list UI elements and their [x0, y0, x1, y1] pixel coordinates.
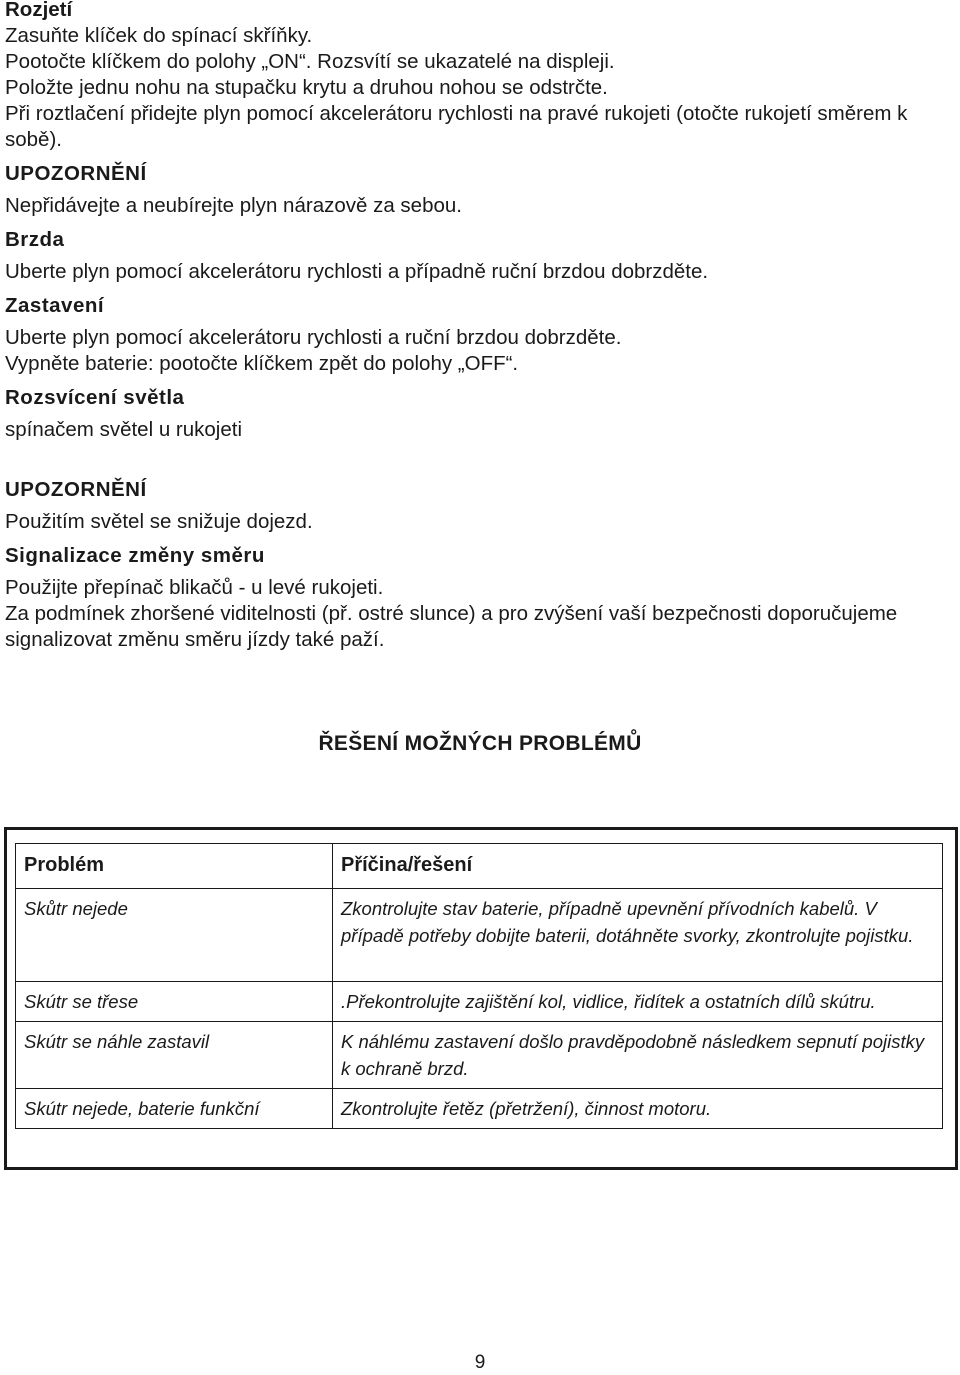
table-row [16, 889, 943, 982]
text-line: Pootočte klíčkem do polohy „ON“. Rozsvítí se ukazatelé na displeji. [5, 50, 615, 73]
heading-upozorneni: UPOZORNĚNÍ [5, 478, 147, 501]
text-line: Za podmínek zhoršené viditelnosti (př. ostré slunce) a pro zvýšení vaší bezpečnosti doporučujeme signalizovat změnu směru jízdy také paží. [5, 602, 898, 651]
column-header-problem: Problém [16, 844, 333, 889]
solution-cell: Zkontrolujte stav baterie, případně upevnění přívodních kabelů. V případě potřeby dobijte baterii, dotáhněte svorky, zkontrolujte pojistku. [333, 889, 943, 982]
solution-cell: .Překontrolujte zajištění kol, vidlice, řidítek a ostatních dílů skútru. [333, 982, 943, 1022]
troubleshooting-table-frame [4, 827, 958, 1170]
text-line: Vypněte baterie: pootočte klíčkem zpět do polohy „OFF“. [5, 352, 519, 375]
text-line: Použijte přepínač blikačů - u levé rukojeti. [5, 576, 384, 599]
heading-rozjeti: Rozjetí [5, 0, 73, 21]
table-row [16, 1089, 943, 1129]
text-line: Zasuňte klíček do spínací skříňky. [5, 24, 313, 47]
problem-cell: Skůtr nejede [16, 889, 333, 982]
solution-cell: K náhlému zastavení došlo pravděpodobně následkem sepnutí pojistky k ochraně brzd. [333, 1022, 943, 1089]
heading-brzda: Brzda [5, 228, 65, 251]
troubleshooting-title: ŘEŠENÍ MOŽNÝCH PROBLÉMŮ [318, 732, 642, 755]
text-line: Použitím světel se snižuje dojezd. [5, 510, 313, 533]
heading-signalizace: Signalizace změny směru [5, 544, 265, 567]
text-line: Položte jednu nohu na stupačku krytu a druhou nohou se odstrčte. [5, 76, 608, 99]
heading-zastaveni: Zastavení [5, 294, 105, 317]
column-header-solution: Příčina/řešení [333, 844, 943, 889]
instructions-body [5, 0, 953, 653]
table-row [16, 982, 943, 1022]
table-header-row [16, 844, 943, 889]
text-line: Uberte plyn pomocí akcelerátoru rychlosti a případně ruční brzdou dobrzděte. [5, 260, 709, 283]
problem-cell: Skútr se náhle zastavil [16, 1022, 333, 1089]
solution-cell: Zkontrolujte řetěz (přetržení), činnost motoru. [333, 1089, 943, 1129]
page-number: 9 [474, 1352, 486, 1373]
troubleshooting-table [15, 843, 943, 1129]
text-line: Uberte plyn pomocí akcelerátoru rychlosti a ruční brzdou dobrzděte. [5, 326, 622, 349]
table-row [16, 1022, 943, 1089]
text-line: spínačem světel u rukojeti [5, 418, 243, 441]
heading-upozorneni: UPOZORNĚNÍ [5, 162, 147, 185]
problem-cell: Skútr nejede, baterie funkční [16, 1089, 333, 1129]
problem-cell: Skútr se třese [16, 982, 333, 1022]
text-line: Nepřidávejte a neubírejte plyn nárazově za sebou. [5, 194, 462, 217]
heading-rozsviceni: Rozsvícení světla [5, 386, 185, 409]
text-line: Při roztlačení přidejte plyn pomocí akcelerátoru rychlosti na pravé rukojeti (otočte rukojetí směrem k sobě). [5, 102, 908, 151]
